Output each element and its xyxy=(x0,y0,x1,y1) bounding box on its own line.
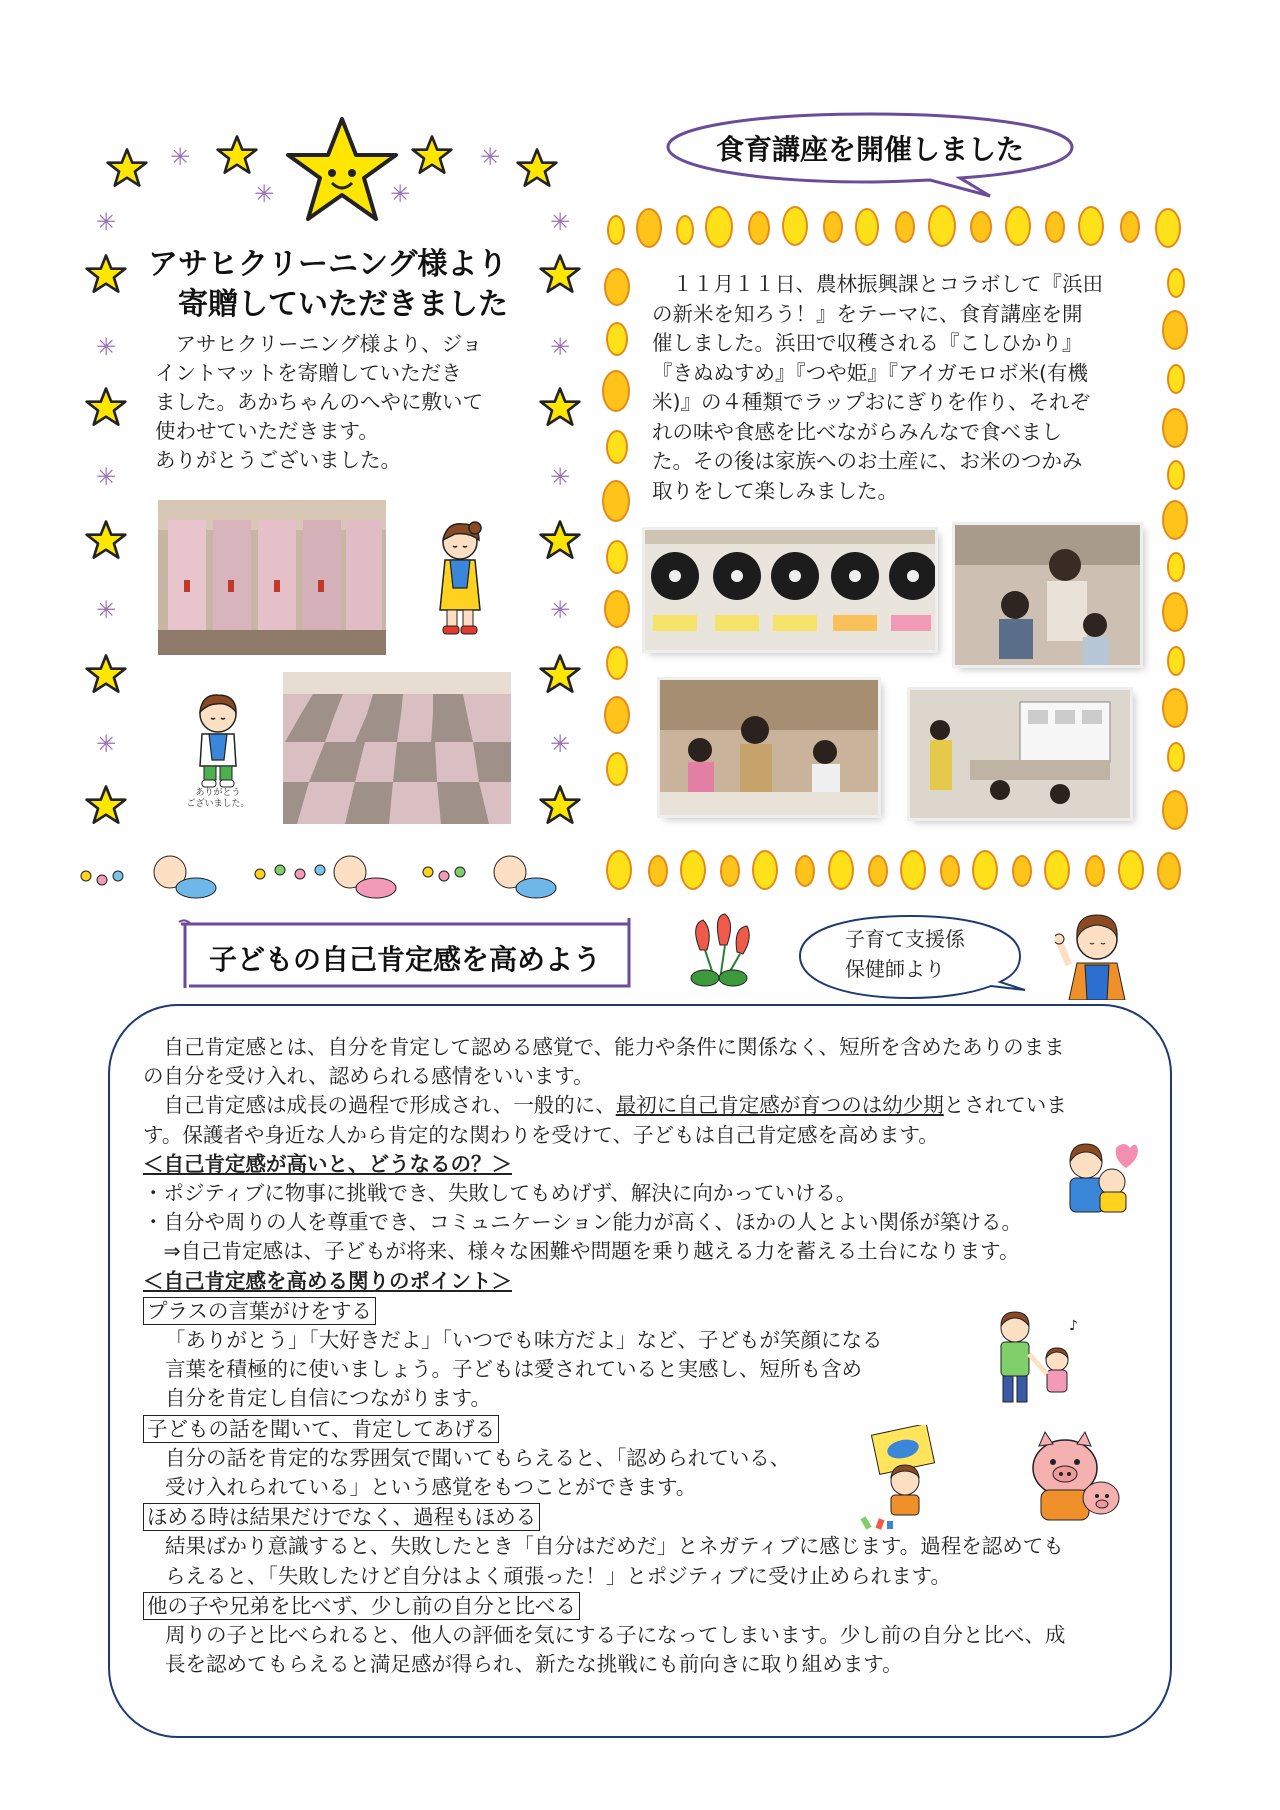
star-icon xyxy=(515,146,559,190)
support-speech-bubble xyxy=(795,912,1035,1012)
asahi-body xyxy=(155,330,510,475)
making-rice-balls-photo xyxy=(660,680,878,815)
sparkle-icon: ✳ xyxy=(96,730,117,758)
star-icon xyxy=(105,146,149,190)
jiko-intro-underlined: 最初に自己肯定感が育つのは幼少期 xyxy=(615,1093,944,1118)
sparkle-icon: ✳ xyxy=(96,596,117,624)
star-icon xyxy=(84,385,128,429)
point-body-line: 受け入れられている」という感覚をもつことができます。 xyxy=(165,1475,697,1500)
rice-samples-photo xyxy=(645,530,935,650)
point-heading: プラスの言葉がけをする xyxy=(143,1297,376,1325)
point-body-line: 言葉を積極的に使いましょう。子どもは愛されていると実感し、短所も含め xyxy=(165,1357,862,1382)
point-body-line: 長を認めてもらえると満足感が得られ、新たな挑戦にも前向きに取り組めます。 xyxy=(165,1652,903,1677)
star-icon xyxy=(215,133,259,177)
shokuiku-body-line: １１月１１日、農林振興課とコラボして『浜田 xyxy=(652,272,1103,296)
jiko-title-scroll xyxy=(185,916,647,992)
point-heading: ほめる時は結果だけでなく、過程もほめる xyxy=(143,1503,540,1531)
asahi-body-line: イントマットを寄贈していただき xyxy=(155,361,462,385)
shokuiku-title: 食育講座を開催しました xyxy=(715,133,1024,166)
point-body-line: 自分を肯定し自信につながります。 xyxy=(165,1386,491,1411)
crawling-babies-decoration xyxy=(80,850,580,910)
asahi-body-line: ました。あかちゃんのへやに敷いて xyxy=(155,390,483,414)
sparkle-icon: ✳ xyxy=(550,463,571,491)
jiko-bullet: ⇒自己肯定感は、子どもが将来、様々な困難や問題を乗り越える力を蓄える土台になります。 xyxy=(143,1239,1020,1264)
support-line2: 保健師より xyxy=(845,957,945,981)
shokuiku-body-line: 『きぬぬすめ』『つや姫』『アイガモロボ米(有機 xyxy=(652,360,1089,385)
shokuiku-body-line: れの味や食感を比べながらみんなで食べまし xyxy=(652,419,1062,444)
shokuiku-body-line: 取りをして楽しみました。 xyxy=(652,478,898,503)
jiko-title: 子どもの自己肯定感を高めよう xyxy=(208,943,601,976)
sparkle-icon: ✳ xyxy=(550,730,571,758)
jiko-intro-text: とされていま xyxy=(943,1093,1067,1118)
father-child-walking-illustration xyxy=(985,1310,1085,1410)
sparkle-icon: ✳ xyxy=(550,333,571,361)
jiko-intro-line: の自分を受け入れ、認められる感情をいいます。 xyxy=(143,1064,594,1089)
sparkle-icon: ✳ xyxy=(254,180,275,208)
sparkle-icon: ✳ xyxy=(480,143,501,171)
jiko-intro-line: す。保護者や身近な人から肯定的な関わりを受けて、子どもは自己肯定感を高めます。 xyxy=(143,1122,939,1147)
sparkle-icon: ✳ xyxy=(550,596,571,624)
asahi-body-line: 使わせていただきます。 xyxy=(155,419,379,443)
smiling-star-icon xyxy=(282,115,402,227)
star-icon xyxy=(538,385,582,429)
joint-mat-stack-photo xyxy=(158,500,386,655)
point-body-line: らえると、「失敗したけど自分はよく頑張った！」とポジティブに受け止められます。 xyxy=(165,1563,951,1588)
parent-child-workshop-photo xyxy=(955,525,1140,665)
shokuiku-body-line: の新米を知ろう！』をテーマに、食育講座を開 xyxy=(652,301,1083,326)
asahi-title-line2: 寄贈していただきました xyxy=(178,287,508,322)
asahi-body-line: ありがとうございました。 xyxy=(155,448,401,472)
support-line1: 子育て支援係 xyxy=(845,927,965,951)
nurse-waving-illustration xyxy=(1055,905,1135,1000)
star-icon xyxy=(410,133,454,177)
point-body-line: 結果ばかり意識すると、失敗したとき「自分はだめだ」とネガティブに感じます。過程を認めても xyxy=(165,1534,1064,1559)
asahi-title-line1: アサヒクリーニング様より xyxy=(148,247,508,282)
jiko-bullet: ・自分や周りの人を尊重でき、コミュニケーション能力が高く、ほかの人とよい関係が築ける。 xyxy=(143,1210,1023,1235)
thanks-caption-line2: ございました。 xyxy=(186,799,250,809)
sparkle-icon: ✳ xyxy=(390,180,411,208)
pig-family-illustration xyxy=(1025,1428,1125,1528)
jiko-intro-line: 自己肯定感とは、自分を肯定して認める感覚で、能力や条件に関係なく、短所を含めたありのまま xyxy=(143,1035,1065,1059)
child-showing-drawing-illustration xyxy=(855,1425,950,1530)
shokuiku-body-line: 催しました。浜田で収穫される『こしひかり』 xyxy=(652,331,1083,355)
shokuiku-body-line: た。その後は家族へのお土産に、お米のつかみ xyxy=(652,449,1083,473)
jiko-bullet: ・ポジティブに物事に挑戦でき、失敗してもめげず、解決に向かっていける。 xyxy=(143,1181,857,1206)
star-icon xyxy=(84,518,128,562)
point-heading: 他の子や兄弟を比べず、少し前の自分と比べる xyxy=(143,1592,580,1620)
star-icon xyxy=(538,652,582,696)
bowing-girl-illustration xyxy=(425,518,495,638)
star-icon xyxy=(538,783,582,827)
sparkle-icon: ✳ xyxy=(550,208,571,236)
star-icon xyxy=(84,783,128,827)
point-body-line: 自分の話を肯定的な雰囲気で聞いてもらえると、「認められている、 xyxy=(165,1445,791,1470)
point-body-line: 周りの子と比べられると、他人の評価を気にする子になってしまいます。少し前の自分と比べ、成 xyxy=(165,1623,1066,1648)
bowing-boy-illustration xyxy=(182,690,254,809)
cyclamen-flower-illustration xyxy=(685,910,755,990)
point-body-line: 「ありがとう」「大好きだよ」「いつでも味方だよ」など、子どもが笑顔になる xyxy=(165,1328,883,1353)
shokuiku-body-line: 米)』の４種類でラップおにぎりを作り、それぞ xyxy=(652,390,1091,414)
thanks-caption-line1: ありがとう xyxy=(195,788,241,798)
jiko-intro-text: 自己肯定感は成長の過程で形成され、一般的に、 xyxy=(143,1093,616,1118)
svg-text:♪: ♪ xyxy=(1069,1318,1078,1334)
jiko-question-heading: ＜自己肯定感が高いと、どうなるの？＞ xyxy=(143,1151,512,1176)
star-icon xyxy=(538,518,582,562)
star-icon xyxy=(84,652,128,696)
jiko-points-heading: ＜自己肯定感を高める関りのポイント＞ xyxy=(143,1268,512,1293)
joint-mat-floor-photo xyxy=(283,672,511,824)
sparkle-icon: ✳ xyxy=(96,208,117,236)
star-icon xyxy=(84,252,128,296)
sparkle-icon: ✳ xyxy=(96,333,117,361)
jiko-intro-line xyxy=(143,1091,1153,1120)
lecture-room-photo xyxy=(910,690,1130,818)
sparkle-icon: ✳ xyxy=(170,143,191,171)
mother-baby-illustration xyxy=(1058,1140,1138,1215)
sparkle-icon: ✳ xyxy=(96,463,117,491)
shokuiku-title-bubble xyxy=(660,110,1080,184)
point-heading: 子どもの話を聞いて、肯定してあげる xyxy=(143,1415,499,1443)
asahi-body-line: アサヒクリーニング様より、ジョ xyxy=(155,332,483,356)
shokuiku-body xyxy=(652,270,1140,506)
